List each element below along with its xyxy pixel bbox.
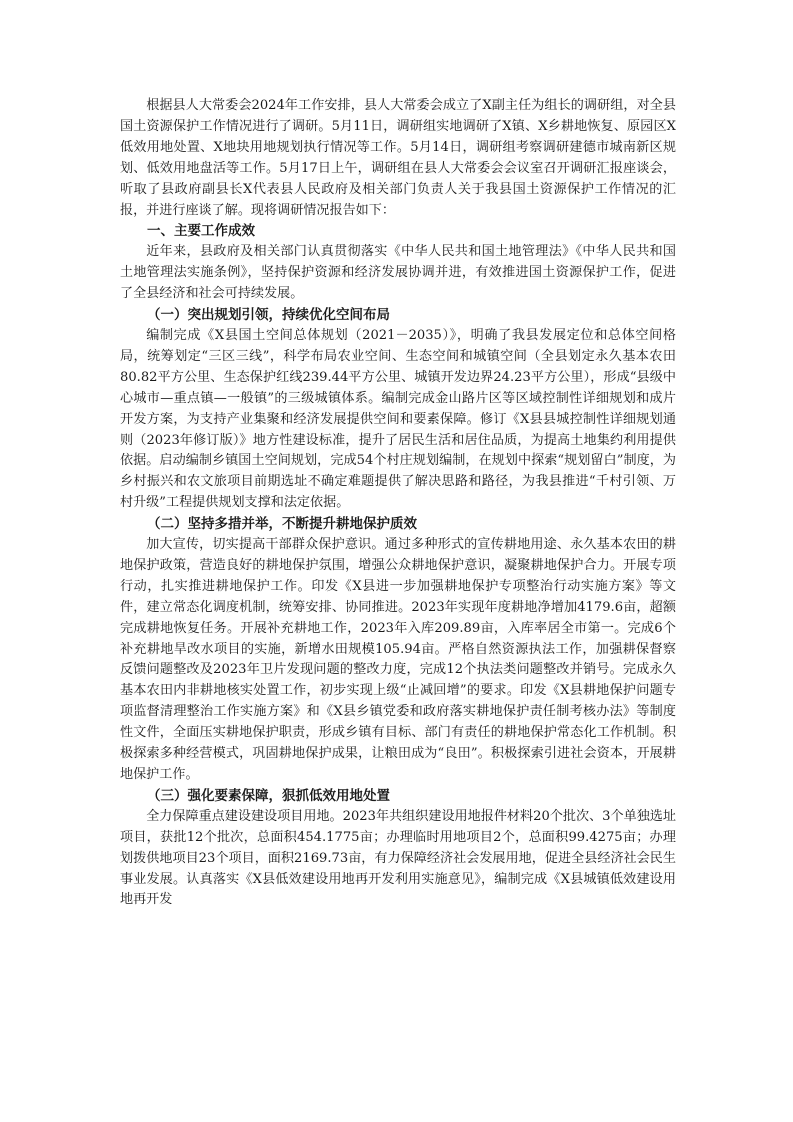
document-page	[120, 96, 676, 911]
land-use-paragraph: 全力保障重点建设建设项目用地。2023年共组织建设用地报件材料20个批次、3个单独选址项目，获批12个批次，总面积454.1775亩；办理临时用地项目2个，总面积99.4275亩；办理划拨供地项目23个项目，面积2169.73亩，有力保障经济社会发展用地，促进全县经济社会民生事业发展。认真落实《X县低效建设用地再开发利用实施意见》，编制完成《X县城镇低效建设用地再开发	[120, 808, 676, 908]
section-intro-paragraph: 近年来，县政府及相关部门认真贯彻落实《中华人民共和国土地管理法》《中华人民共和国土地管理法实施条例》，坚持保护资源和经济发展协调并进，有效推进国土资源保护工作，促进了全县经济和社会可持续发展。	[120, 244, 676, 302]
planning-paragraph: 编制完成《X县国土空间总体规划（2021－2035）》，明确了我县发展定位和总体空间格局，统筹划定“三区三线”，科学布局农业空间、生态空间和城镇空间（全县划定永久基本农田80.82平方公里、生态保护红线239.44平方公里、城镇开发边界24.23平方公里），形成“县级中心城市—重点镇—一般镇”的三级城镇体系。编制完成金山路片区等区域控制性详细规划和成片开发方案，为支持产业集聚和经济发展提供空间和要素保障。修订《X县县城控制性详细规划通则（2023年修订版）》地方性建设标准，提升了居民生活和居住品质，为提高土地集约利用提供依据。启动编制乡镇国土空间规划，完成54个村庄规划编制，在规划中探索“规划留白”制度，为乡村振兴和农文旅项目前期选址不确定难题提供了解决思路和路径，为我县推进“千村引领、万村升级”工程提供规划支撑和法定依据。	[120, 327, 676, 511]
subsection-heading-planning: （一）突出规划引领，持续优化空间布局	[147, 307, 390, 324]
farmland-paragraph: 加大宣传，切实提高干部群众保护意识。通过多种形式的宣传耕地用途、永久基本农田的耕地保护政策，营造良好的耕地保护氛围，增强公众耕地保护意识，凝聚耕地保护合力。开展专项行动，扎实推进耕地保护工作。印发《X县进一步加强耕地保护专项整治行动实施方案》等文件，建立常态化调度机制，统筹安排、协同推进。2023年实现年度耕地净增加4179.6亩，超额完成耕地恢复任务。开展补充耕地工作，2023年入库209.89亩，入库率居全市第一。完成6个补充耕地旱改水项目的实施，新增水田规模105.94亩。严格自然资源执法工作，加强耕保督察反馈问题整改及2023年卫片发现问题的整改力度，完成12个执法类问题整改并销号。完成永久基本农田内非耕地核实处置工作，初步实现上级“止减回增”的要求。印发《X县耕地保护问题专项监督清理整治工作实施方案》和《X县乡镇党委和政府落实耕地保护责任制考核办法》等制度性文件，全面压实耕地保护职责，形成乡镇有目标、部门有责任的耕地保护常态化工作机制。积极探索多种经营模式，巩固耕地保护成果，让粮田成为“良田”。积极探索引进社会资本，开展耕地保护工作。	[120, 537, 676, 782]
intro-paragraph: 根据县人大常委会2024年工作安排，县人大常委会成立了X副主任为组长的调研组，对全县国土资源保护工作情况进行了调研。5月11日，调研组实地调研了X镇、X乡耕地恢复、原园区X低效用地处置、X地块用地规划执行情况等工作。5月14日，调研组考察调研建德市城南新区规划、低效用地盘活等工作。5月17日上午，调研组在县人大常委会会议室召开调研汇报座谈会，听取了县政府副县长X代表县人民政府及相关部门负责人关于我县国土资源保护工作情况的汇报，并进行座谈了解。现将调研情况报告如下：	[120, 98, 676, 218]
section-heading-main-achievements: 一、主要工作成效	[147, 223, 255, 240]
subsection-heading-farmland: （二）坚持多措并举，不断提升耕地保护质效	[147, 516, 417, 533]
subsection-heading-land-use: （三）强化要素保障，狠抓低效用地处置	[147, 787, 390, 804]
